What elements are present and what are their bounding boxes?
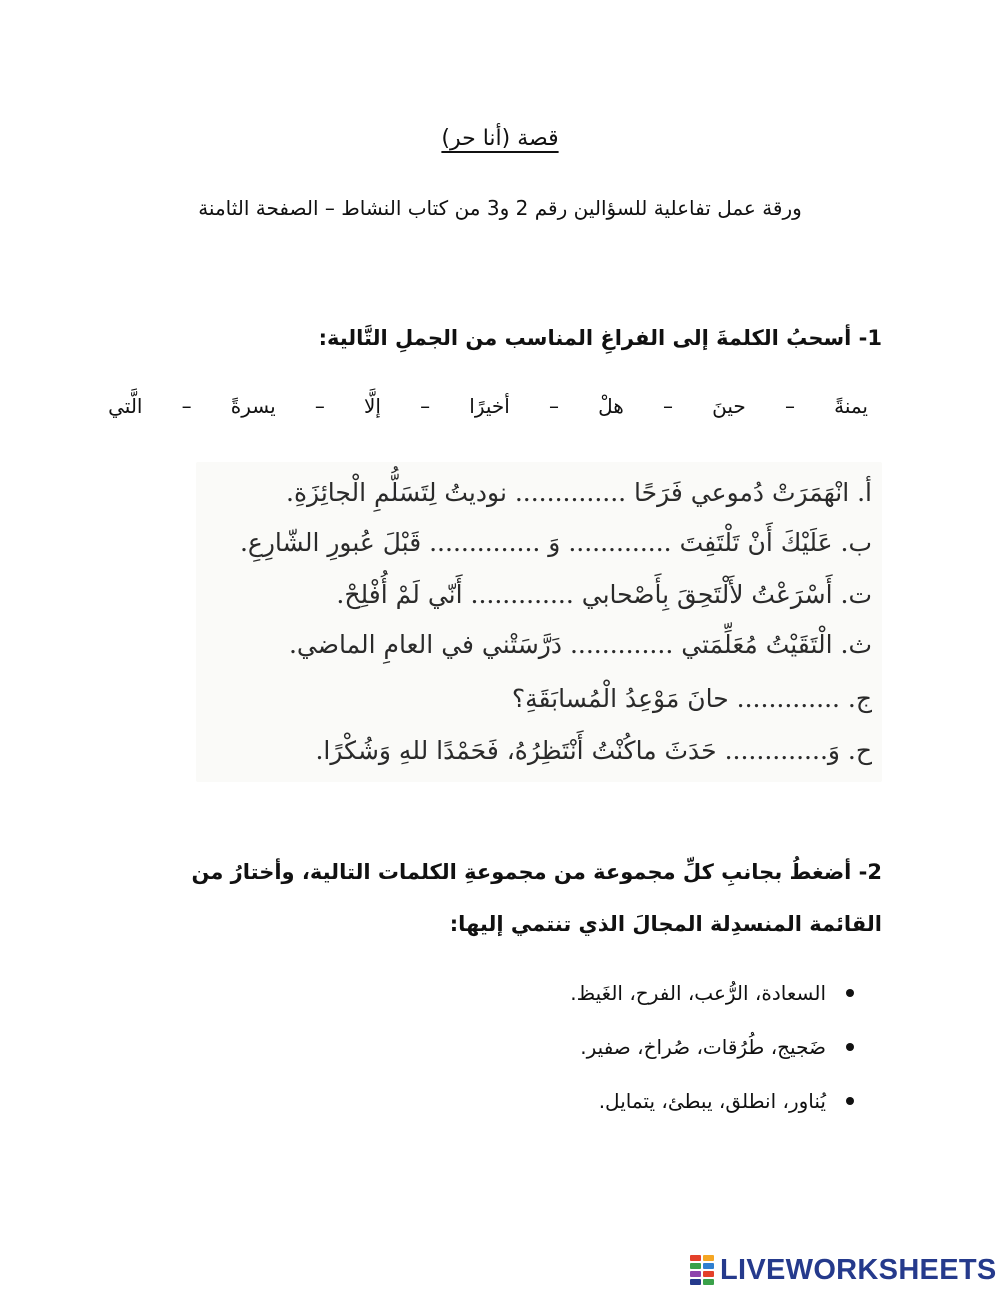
word-separator: – — [420, 394, 431, 418]
word-separator: – — [663, 394, 674, 418]
exercise-line: ج. ............. حانَ مَوْعِدُ الْمُسابَقَةِ؟ — [511, 684, 872, 713]
word-group-item[interactable] — [254, 966, 854, 1020]
worksheet-subtitle: ورقة عمل تفاعلية للسؤالين رقم 2 و3 من كتاب النشاط – الصفحة الثامنة — [198, 196, 802, 220]
question-1-heading: 1- أسحبُ الكلمةَ إلى الفراغِ المناسب من الجملِ التَّالية: — [318, 326, 882, 350]
exercise-line: ت. أَسْرَعْتُ لأَلْتَحِقَ بِأَصْحابي ............. أَنّي لَمْ أُفْلِحْ. — [336, 580, 872, 609]
word-group-item[interactable] — [254, 1020, 854, 1074]
word-group-text: السعادة، الرُّعب، الفرح، الغَيظ. — [570, 981, 826, 1005]
liveworksheets-logo — [690, 1252, 997, 1288]
exercise-scan-image — [196, 462, 882, 782]
question-2-heading: 2- أضغطُ بجانبِ كلِّ مجموعة من مجموعةِ الكلمات التالية، وأختارُ من القائمة المنسدِلة المجالَ الذي تنتمي إليها: — [191, 860, 882, 936]
word-bank-item[interactable]: حينَ — [712, 394, 746, 418]
liveworksheets-logo-icon — [690, 1255, 716, 1285]
bullet-icon — [846, 1043, 854, 1051]
word-group-item[interactable] — [254, 1074, 854, 1128]
word-bank-item[interactable]: الَّتي — [108, 394, 143, 418]
bullet-icon — [846, 989, 854, 997]
exercise-line: ث. الْتَقَيْتُ مُعَلِّمَتي ............. دَرَّسَتْني في العامِ الماضي. — [288, 630, 872, 659]
bullet-icon — [846, 1097, 854, 1105]
word-bank-item[interactable]: يسرةً — [230, 394, 276, 418]
word-separator: – — [314, 394, 325, 418]
word-separator: – — [181, 394, 192, 418]
word-separator: – — [784, 394, 795, 418]
exercise-line: ب. عَلَيْكَ أَنْ تَلْتَفِتَ ............. وَ .............. قَبْلَ عُبورِ الشّارِعِ. — [239, 528, 872, 557]
word-group-text: يُناور، انطلق، يبطئ، يتمايل. — [598, 1089, 826, 1113]
word-bank — [108, 394, 868, 418]
liveworksheets-logo-text: LIVEWORKSHEETS — [720, 1253, 997, 1286]
word-bank-item[interactable]: أخيرًا — [469, 394, 510, 418]
word-group-list — [254, 966, 854, 1128]
worksheet-title: قصة (أنا حر) — [441, 126, 559, 151]
word-separator: – — [549, 394, 559, 418]
word-bank-item[interactable]: يمنةً — [834, 394, 868, 418]
word-bank-item[interactable]: إلَّا — [364, 394, 381, 418]
word-bank-item[interactable]: هلْ — [598, 394, 624, 418]
word-group-text: ضَجيج، طُرُقات، صُراخ، صفير. — [580, 1035, 826, 1059]
exercise-line: أ. انْهَمَرَتْ دُموعي فَرَحًا .............. نوديتُ لِتَسَلُّمِ الْجائِزَةِ. — [286, 478, 872, 507]
exercise-line: ح. وَ............. حَدَثَ ماكُنْتُ أَنْتَظِرُهُ، فَحَمْدًا للهِ وَشُكْرًا. — [315, 736, 872, 765]
